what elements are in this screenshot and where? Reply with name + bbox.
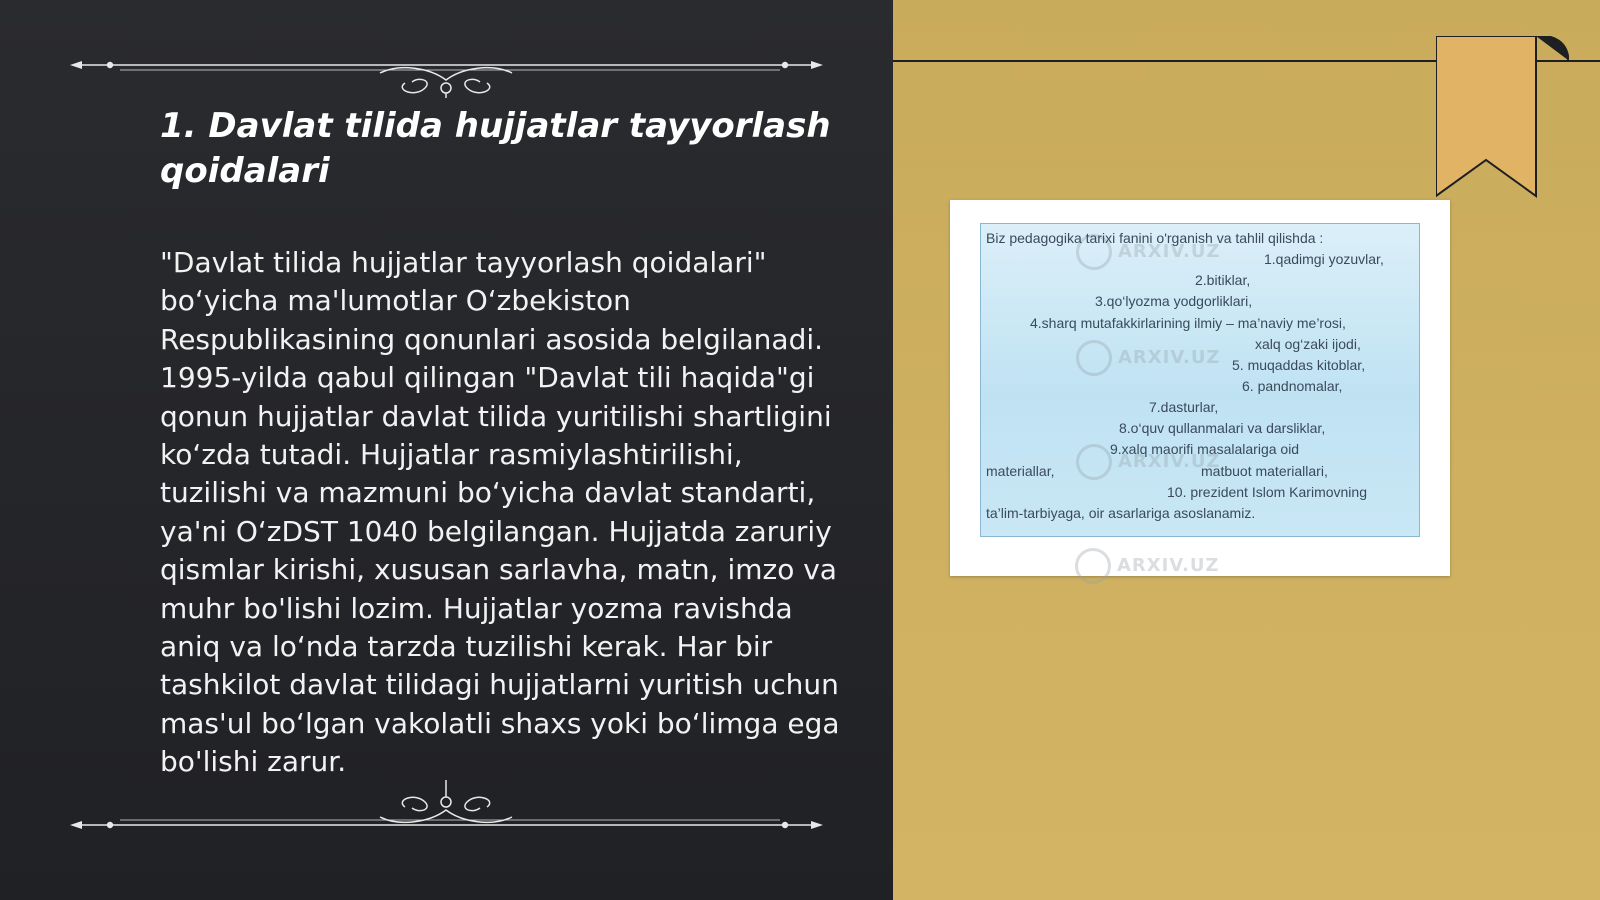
watermark-text: ARXIV.UZ: [1076, 234, 1220, 270]
magnifier-watermark-icon: [1076, 444, 1112, 480]
watermark-text: ARXIV.UZ: [1075, 548, 1219, 584]
image-text-line: 3.qo‘lyozma yodgorliklari,: [1095, 293, 1253, 309]
embedded-image-content: [980, 223, 1420, 537]
image-text-line: 9.xalq maorifi masalalariga oid: [1110, 441, 1300, 457]
image-text-line: matbuot materiallari,: [1201, 463, 1328, 479]
embedded-image-card: [950, 200, 1450, 576]
image-text-line: 7.dasturlar,: [1149, 399, 1219, 415]
slide-title: 1. Davlat tilida hujjatlar tayyorlash qoidalari: [160, 106, 831, 191]
image-text-line: ta’lim-tarbiyaga, oir asarlariga asoslanamiz.: [986, 505, 1256, 521]
image-text-line: 1.qadimgi yozuvlar,: [1264, 251, 1384, 267]
image-text-line: 6. pandnomalar,: [1242, 378, 1343, 394]
image-text-line: 10. prezident Islom Karimovning: [1167, 484, 1367, 500]
image-text-line: 2.bitiklar,: [1195, 272, 1251, 288]
image-text-line: 8.o‘quv qullanmalari va darsliklar,: [1119, 420, 1326, 436]
slide-body-text: "Davlat tilida hujjatlar tayyorlash qoidalari" bo‘yicha ma'lumotlar O‘zbekiston Respublikasining qonunlari asosida belgilanadi. 1995-yilda qabul qilingan "Davlat tili haqida"gi qonun hujjatlar davlat tilida yuritilishi shartligini ko‘zda tutadi. Hujjatlar rasmiylashtirilishi, tuzilishi va mazmuni bo‘yicha davlat standarti, ya'ni O‘zDST 1040 belgilangan. Hujjatda zaruriy qismlar kirishi, xususan sarlavha, matn, imzo va muhr bo'lishi lozim. Hujjatlar yozma ravishda aniq va lo‘nda tarzda tuzilishi kerak. Har bir tashkilot davlat tilidagi hujjatlarni yuritish uchun mas'ul bo‘lgan vakolatli shaxs yoki bo‘limga ega bo'lishi zarur.: [160, 246, 840, 779]
image-text-line: Biz pedagogika tarixi fanini o'rganish va tahlil qilishda :: [986, 230, 1324, 246]
magnifier-watermark-icon: [1075, 548, 1111, 584]
magnifier-watermark-icon: [1076, 340, 1112, 376]
image-text-line: materiallar,: [986, 463, 1055, 479]
bookmark-ribbon-icon: [1436, 36, 1576, 201]
watermark-text: ARXIV.UZ: [1076, 340, 1220, 376]
image-text-line: 4.sharq mutafakkirlarining ilmiy – ma’naviy me’rosi,: [1030, 315, 1346, 331]
image-text-line: 5. muqaddas kitoblar,: [1232, 357, 1366, 373]
watermark-text: ARXIV.UZ: [1076, 444, 1220, 480]
image-text-line: xalq og‘zaki ijodi,: [1255, 336, 1361, 352]
